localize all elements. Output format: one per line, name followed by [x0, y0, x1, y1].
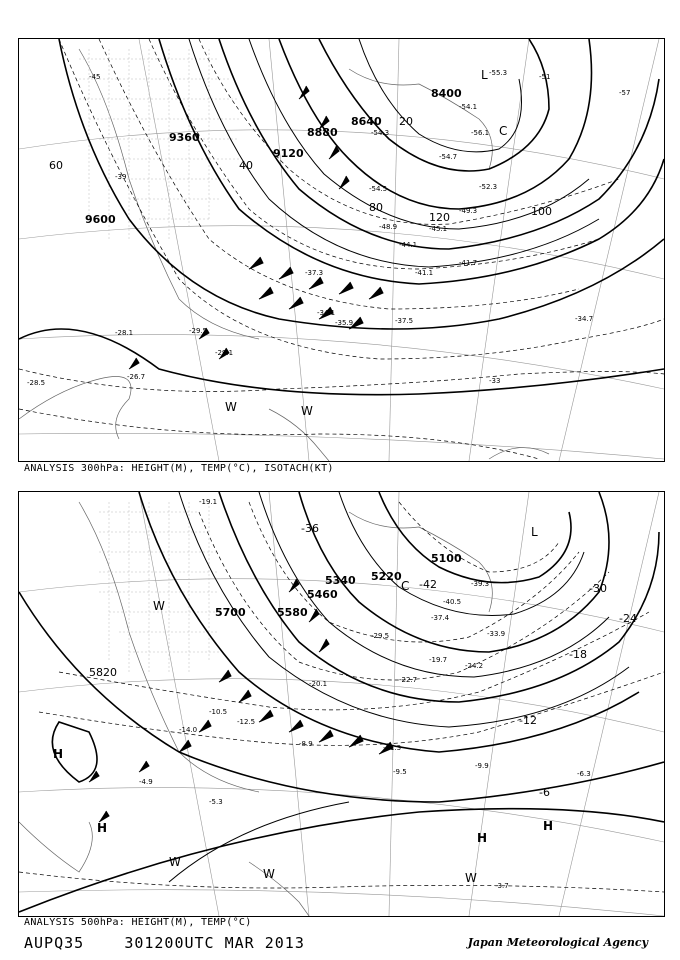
map-300hpa: [19, 39, 664, 461]
height-label-5700: 5700: [215, 606, 246, 619]
height-label-5100: 5100: [431, 552, 462, 565]
coastlines: [19, 502, 492, 916]
map-panel-500hpa: [18, 491, 665, 917]
isotach-label-40: 40: [239, 159, 253, 172]
isotherm-label: -36: [301, 522, 319, 535]
temp-value: -5.3: [209, 798, 223, 806]
isotach-label-100: 100: [531, 205, 552, 218]
center-L: L: [531, 525, 538, 539]
height-label-9120: 9120: [273, 147, 304, 160]
temp-value: -29.5: [189, 327, 208, 335]
temp-value: -52.3: [479, 183, 498, 191]
temp-value: -24.2: [465, 662, 484, 670]
temp-value: -48.9: [379, 223, 398, 231]
temp-value: -14.0: [179, 726, 198, 734]
height-label-5820: 5820: [89, 666, 117, 679]
center-W-3: W: [263, 867, 275, 881]
isotherm-label: -42: [419, 578, 437, 591]
center-C: C: [401, 579, 410, 593]
isotherms: [19, 39, 664, 459]
map-500hpa: [19, 492, 664, 916]
pressure-centers: [53, 525, 553, 885]
temp-value: -57: [619, 89, 631, 97]
temp-value: -56.1: [471, 129, 490, 137]
temp-value: -9.5: [393, 768, 407, 776]
temp-value: -28.5: [27, 379, 46, 387]
temp-value: -37.5: [395, 317, 414, 325]
temp-value: -54.1: [459, 103, 478, 111]
temp-value: -54.7: [439, 153, 458, 161]
height-contours-thin: [169, 492, 629, 882]
height-label-5460: 5460: [307, 588, 338, 601]
agency-credit: Japan Meteorological Agency: [467, 936, 648, 949]
temp-value: -28.1: [115, 329, 134, 337]
center-H-1: H: [53, 747, 64, 761]
center-W-2: W: [169, 855, 181, 869]
isotherms: [19, 502, 664, 892]
temp-value: -49.3: [459, 207, 478, 215]
temp-value: -4.9: [139, 778, 153, 786]
temp-value: -29.5: [371, 632, 390, 640]
center-W-1: W: [225, 400, 237, 414]
temp-value: -9.9: [475, 762, 489, 770]
temp-value: -41.1: [415, 269, 434, 277]
center-W-2: W: [301, 404, 313, 418]
temp-value: -39.3: [471, 580, 490, 588]
temp-value: -6.3: [577, 770, 591, 778]
temp-value: -29.1: [215, 349, 234, 357]
height-label-8640: 8640: [351, 115, 382, 128]
temp-value: -26.7: [127, 373, 146, 381]
temp-value: -33.9: [487, 630, 506, 638]
temp-value: -45.1: [429, 225, 448, 233]
height-label-9600: 9600: [85, 213, 116, 226]
temp-value: -44.1: [399, 241, 418, 249]
temp-value: -37.3: [305, 269, 324, 277]
caption-300hpa: ANALYSIS 300hPa: HEIGHT(M), TEMP(°C), ISOTACH(KT): [24, 463, 334, 474]
map-panel-300hpa: [18, 38, 665, 462]
temp-value: -39: [115, 173, 127, 181]
temp-value: -34.7: [575, 315, 594, 323]
product-code: AUPQ35: [24, 934, 85, 952]
graticule: [19, 39, 664, 461]
isotach-label-80: 80: [369, 201, 383, 214]
product-header: [24, 934, 305, 952]
temp-value: -3.7: [495, 882, 509, 890]
temp-value: -34.1: [317, 309, 336, 317]
center-W-4: W: [465, 871, 477, 885]
temp-value: -40.5: [443, 598, 462, 606]
graticule: [19, 492, 664, 916]
temp-value: -51: [539, 73, 551, 81]
temp-value: -8.9: [299, 740, 313, 748]
moisture-hatching: [99, 502, 219, 672]
height-label-5580: 5580: [277, 606, 308, 619]
temp-value: -41.7: [459, 259, 478, 267]
isotach-label-120: 120: [429, 211, 450, 224]
height-label-5220: 5220: [371, 570, 402, 583]
temp-value: -54.5: [369, 185, 388, 193]
temp-value: -54.3: [371, 129, 390, 137]
temp-value: -10.5: [209, 708, 228, 716]
temperature-values: [139, 498, 591, 890]
valid-time: 301200UTC MAR 2013: [124, 934, 305, 952]
center-W-1: W: [153, 599, 165, 613]
temp-value: -35.9: [335, 319, 354, 327]
temp-value: -11.3: [383, 744, 402, 752]
temp-value: -37.4: [431, 614, 450, 622]
isotherm-labels: [301, 522, 637, 799]
center-H-2: H: [97, 821, 108, 835]
temp-value: -20.1: [309, 680, 328, 688]
height-label-9360: 9360: [169, 131, 200, 144]
temp-value: -55.3: [489, 69, 508, 77]
temp-value: -45: [89, 73, 101, 81]
center-H-4: H: [543, 819, 554, 833]
height-label-5340: 5340: [325, 574, 356, 587]
isotach-label-20: 20: [399, 115, 413, 128]
height-label-8400: 8400: [431, 87, 462, 100]
isotherm-label: -18: [569, 648, 587, 661]
isotherm-label: -6: [539, 786, 550, 799]
center-L: L: [481, 68, 488, 82]
isotherm-label: -30: [589, 582, 607, 595]
temp-value: -19.1: [199, 498, 218, 506]
center-H-3: H: [477, 831, 488, 845]
temp-value: -12.5: [237, 718, 256, 726]
caption-500hpa: ANALYSIS 500hPa: HEIGHT(M), TEMP(°C): [24, 917, 252, 928]
height-label-8880: 8880: [307, 126, 338, 139]
temp-value: -19.7: [429, 656, 448, 664]
temp-value: -33: [489, 377, 501, 385]
height-labels: [89, 552, 462, 679]
isotach-label-60: 60: [49, 159, 63, 172]
isotherm-label: -12: [519, 714, 537, 727]
temp-value: -22.7: [399, 676, 418, 684]
center-C: C: [499, 124, 508, 138]
isotherm-label: -24: [619, 612, 637, 625]
height-labels: [85, 87, 462, 226]
